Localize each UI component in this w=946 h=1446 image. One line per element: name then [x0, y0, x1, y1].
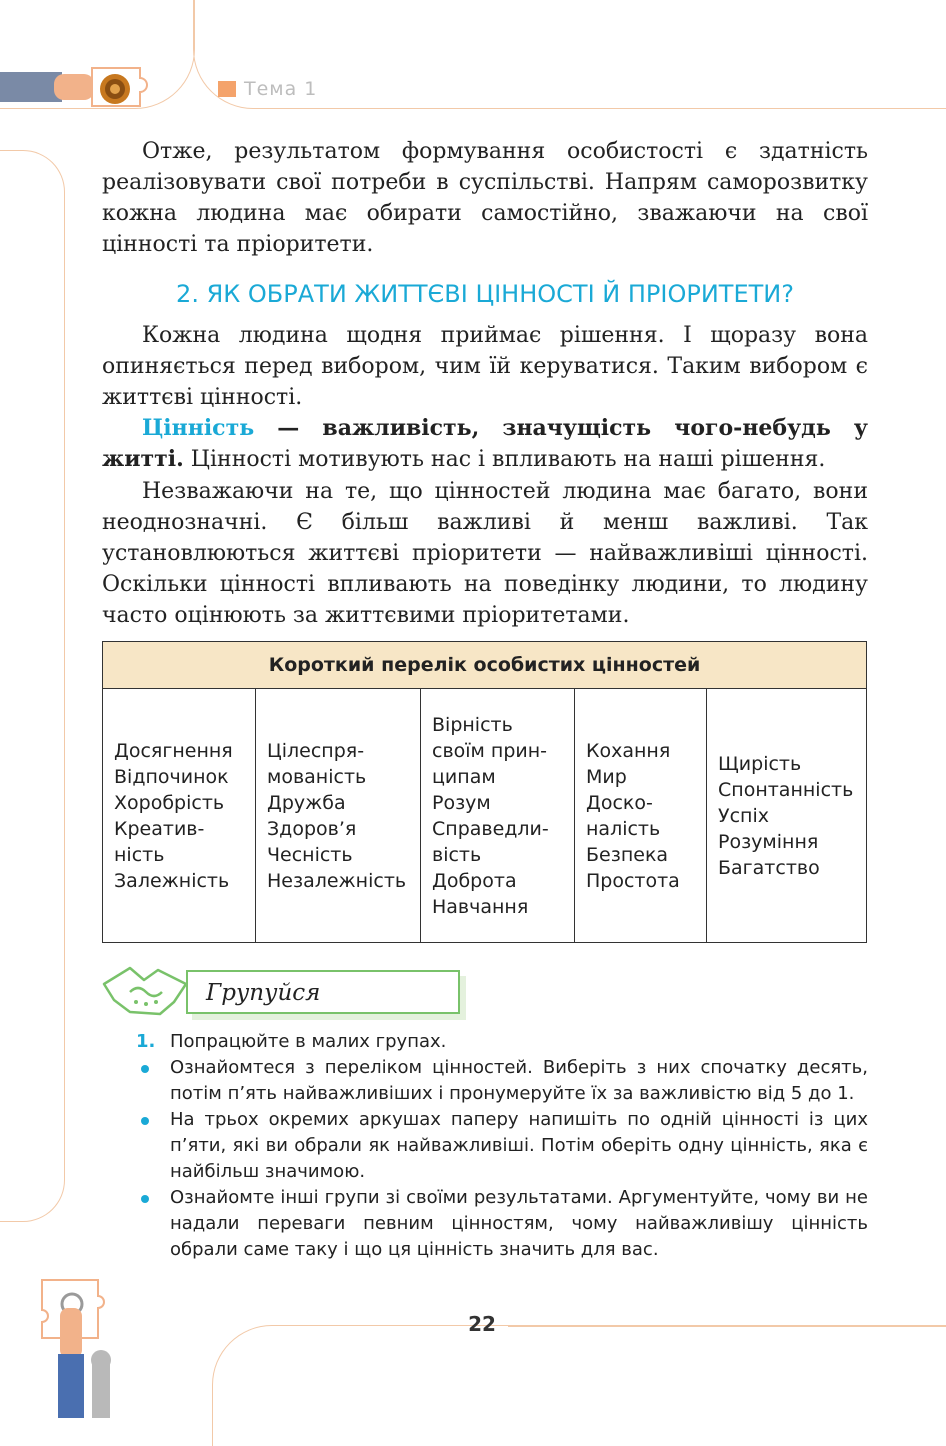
table-cell-value: Розум [432, 791, 491, 814]
table-cell-value: Вірність [432, 713, 513, 736]
table-cell-value: мованість [267, 765, 367, 788]
table-header-row [103, 642, 867, 689]
table-cell-value: Креатив- [114, 817, 205, 840]
task-text: На трьох окремих аркушах паперу напишіть по одній цінності із цих п’яти, які ви обрали як найважливіші. Потім оберіть одну цінність, яка є найбільш значимою. [170, 1109, 868, 1182]
definition-continuation: Цінності мотивують нас і впливають на наші рішення. [183, 447, 826, 472]
task-text: Ознайомтеся з переліком цінностей. Виберіть з них спочатку десять, потім п’ять найважливіших і пронумеруйте їх за важливістю від 5 до 1. [170, 1057, 868, 1104]
table-cell-value: Спонтанність [718, 778, 854, 801]
table-cell-value: Чесність [267, 843, 353, 866]
intro-paragraph: Отже, результатом формування особистості є здатність реалізовувати свої потреби в суспільстві. Напрям саморозвитку кожна людина має обирати самостійно, зважаючи на свої цінності та пріоритети. [102, 139, 868, 257]
table-cell-col2 [256, 689, 421, 943]
table-cell-value: Дружба [267, 791, 346, 814]
table-cell-value: Доско- [586, 791, 653, 814]
table-cell-value: Простота [586, 869, 680, 892]
definition-paragraph [102, 413, 868, 475]
table-cell-value: вість [432, 843, 482, 866]
table-cell-value: Мир [586, 765, 627, 788]
topic-label: Тема 1 [244, 78, 318, 100]
table-title: Короткий перелік особистих цінностей [103, 642, 867, 689]
task-text: Ознайомте інші групи зі своїми результатами. Аргументуйте, чому ви не надали переваги певним цінностям, чому найважливішу цінність обрали саме таку і що ця цінність значить для вас. [170, 1187, 868, 1260]
task-list [136, 1029, 868, 1263]
table-cell-col4 [575, 689, 707, 943]
left-margin-decor [0, 150, 65, 1222]
handshake-icon [100, 962, 200, 1022]
section-paragraph-1: Кожна людина щодня приймає рішення. І щоразу вона опиняється перед вибором, чим їй керуватися. Таким вибором є життєві цінності. [102, 323, 868, 410]
table-cell-value: Залежність [114, 869, 230, 892]
bullet-icon [141, 1195, 149, 1203]
table-cell-value: своїм прин- [432, 739, 548, 762]
table-cell-value: Цілеспря- [267, 739, 365, 762]
list-item [136, 1029, 868, 1055]
table-cell-col3 [421, 689, 575, 943]
section-paragraph-3: Незважаючи на те, що цінностей людина має багато, вони неоднозначні. Є більш важливі й менш важливі. Так установлюються життєві пріоритети — найважливіші цінності. Оскільки цінності впливають на поведінку людини, то людину часто оцінюють за життєвими пріоритетами. [102, 479, 868, 628]
table-cell-value: Здоров’я [267, 817, 357, 840]
puzzle-hands-icon [36, 1268, 126, 1418]
definition-meaning: важливість, значущість чого-небудь у житті. [102, 415, 868, 472]
section-title: 2. ЯК ОБРАТИ ЖИТТЄВІ ЦІННОСТІ Й ПРІОРИТЕТИ? [176, 280, 794, 308]
list-item [136, 1107, 868, 1185]
page-number: 22 [468, 1312, 496, 1336]
table-cell-col1 [103, 689, 256, 943]
table-cell-value: ципам [432, 765, 496, 788]
table-cell-value: Справедли- [432, 817, 549, 840]
table-cell-value: налість [586, 817, 661, 840]
table-cell-value: Незалежність [267, 869, 407, 892]
bottom-decor-curve [212, 1325, 946, 1446]
puzzle-hand-icon [0, 60, 160, 120]
topic-tag-marker [218, 81, 236, 97]
table-cell-value: ність [114, 843, 165, 866]
table-cell-value: Навчання [432, 895, 529, 918]
table-row [103, 689, 867, 943]
table-cell-value: Щирість [718, 752, 802, 775]
list-item [136, 1185, 868, 1263]
definition-term: Цінність [142, 415, 255, 441]
table-cell-value: Доброта [432, 869, 517, 892]
table-cell-col5 [707, 689, 867, 943]
bullet-icon [141, 1065, 149, 1073]
table-cell-value: Багатство [718, 856, 820, 879]
topic-tag [218, 78, 317, 100]
table-cell-value: Успіх [718, 804, 769, 827]
table-cell-value: Безпека [586, 843, 669, 866]
task-text: Попрацюйте в малих групах. [170, 1031, 447, 1052]
table-cell-value: Розуміння [718, 830, 819, 853]
bullet-icon [141, 1117, 149, 1125]
definition-dash: — [254, 415, 323, 441]
table-cell-value: Хоробрість [114, 791, 225, 814]
values-table [102, 641, 867, 943]
table-cell-value: Відпочинок [114, 765, 229, 788]
task-number: 1. [136, 1031, 156, 1052]
list-item [136, 1055, 868, 1107]
group-activity-label: Групуйся [206, 980, 321, 1006]
table-cell-value: Кохання [586, 739, 671, 762]
table-cell-value: Досягнення [114, 739, 233, 762]
page-number-rule [508, 1326, 946, 1327]
